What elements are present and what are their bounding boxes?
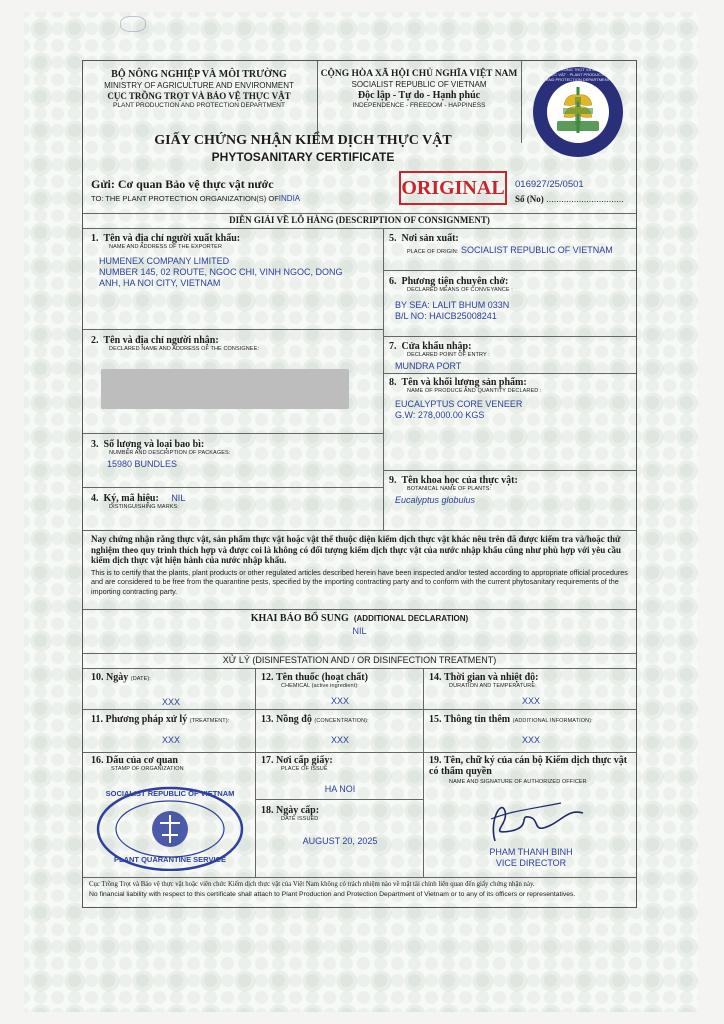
field-7-label-en: DECLARED POINT OF ENTRY : (407, 352, 490, 358)
field-5-number: 5. (389, 233, 397, 244)
footer-vn: Cục Trồng Trọt và Bảo vệ thực vật hoặc viên chức Kiểm dịch thực vật của Việt Nam không có trách nhiệm nào về mặt tài chính liên quan đến giấy chứng nhận này. (89, 881, 535, 888)
field-entry-point (389, 341, 633, 371)
stamp-text-bottom: PLANT QUARANTINE SERVICE (114, 855, 226, 864)
field-conveyance (389, 276, 633, 322)
field-14-label-vn: Thời gian và nhiệt độ: (444, 672, 539, 683)
field-duration (429, 672, 633, 706)
additional-value: NIL (352, 626, 367, 636)
field-1-number: 1. (91, 233, 99, 244)
department-en: PLANT PRODUCTION AND PROTECTION DEPARTMENT (113, 102, 285, 109)
field-6-number: 6. (389, 276, 397, 287)
phytosanitary-certificate (82, 60, 637, 908)
field-13-label-en: (CONCENTRATION): (314, 718, 369, 724)
field-4-number: 4. (91, 493, 99, 504)
addressee-label-en: TO: THE PLANT PROTECTION ORGANIZATION(S) OF (91, 194, 279, 203)
field-3-label-vn: Số lượng và loại bao bì: (103, 439, 205, 450)
field-place-of-issue (261, 755, 419, 794)
field-12-label-en: CHEMICAL (active ingredient): (281, 683, 359, 689)
title-block (83, 133, 523, 164)
field-19-number: 19. (429, 755, 442, 766)
field-9-label-en: BOTANICAL NAME OF PLANTS: (407, 486, 492, 492)
field-18-number: 18. (261, 805, 274, 816)
ministry-vn: BỘ NÔNG NGHIỆP VÀ MÔI TRƯỜNG (111, 69, 287, 80)
officer-name: PHAM THANH BINH (489, 847, 573, 857)
field-5-label-vn: Nơi sản xuất: (401, 233, 459, 244)
field-11-label-vn: Phương pháp xử lý (105, 714, 188, 725)
additional-heading-vn: KHAI BÁO BỔ SUNG (250, 613, 349, 624)
entry-point-value: MUNDRA PORT (395, 361, 462, 371)
field-19-label-vn: Tên, chữ ký của cán bộ Kiểm dịch thực vật có thẩm quyền (429, 755, 628, 777)
cert-number-label: Số (No) (515, 194, 544, 204)
logo-text: CỤC TRỒNG TRỌT VÀ BẢO VỆ THỰC VẬT · PLANT PRODUCTION AND PROTECTION DEPARTMENT (545, 67, 611, 82)
botanical-name-value: Eucalyptus globulus (395, 495, 476, 505)
field-10-label-en: (DATE): (130, 676, 151, 682)
cert-number-dots: ............................... (546, 194, 624, 204)
field-3-label-en: NUMBER AND DESCRIPTION OF PACKAGES: (109, 450, 231, 456)
field-date-issued (261, 805, 419, 846)
duration-value: XXX (521, 696, 540, 706)
original-stamp: ORIGINAL (399, 171, 507, 205)
title-en: PHYTOSANITARY CERTIFICATE (211, 150, 395, 164)
cert-number-value: 016927/25/0501 (515, 179, 584, 190)
department-vn: CỤC TRỒNG TRỌT VÀ BẢO VỆ THỰC VẬT (107, 91, 291, 101)
officer-block (429, 847, 633, 869)
field-13-label-vn: Nồng độ (276, 714, 312, 725)
field-produce (389, 377, 633, 421)
republic-vn: CỘNG HÒA XÃ HỘI CHỦ NGHĨA VIỆT NAM (320, 69, 518, 79)
field-12-number: 12. (261, 672, 274, 683)
conveyance-bl-number: B/L NO: HAICB25008241 (395, 311, 497, 321)
field-2-label-en: DECLARED NAME AND ADDRESS OF THE CONSIGNEE: (109, 346, 259, 352)
field-9-number: 9. (389, 475, 397, 486)
certify-en: This is to certify that the plants, plant products or other regulated articles described herein have been inspected and/or tested according to appropriate official procedures and are considered to be free from the quarantine pests, specified by the importing contracting party and to conform with the current phytosanitary requirements of the importing contracting party. (91, 567, 628, 596)
certification-statement (91, 534, 631, 596)
field-1-label-en: NAME AND ADDRESS OF THE EXPORTER (109, 244, 223, 250)
field-15-label-vn: Thông tin thêm (444, 714, 511, 725)
marks-value: NIL (171, 493, 186, 503)
field-13-number: 13. (261, 714, 274, 725)
treatment-heading: XỬ LÝ (DISINFESTATION AND / OR DISINFECTION TREATMENT) (222, 655, 497, 665)
field-12-label-vn: Tên thuốc (hoạt chất) (276, 672, 368, 683)
field-2-number: 2. (91, 335, 99, 346)
field-10-number: 10. (91, 672, 104, 683)
field-16-label-en: STAMP OF ORGANIZATION (111, 766, 184, 772)
field-stamp (91, 755, 251, 772)
packages-value: 15980 BUNDLES (107, 459, 178, 469)
origin-value: SOCIALIST REPUBLIC OF VIETNAM (460, 245, 613, 255)
field-18-label-vn: Ngày cấp: (276, 805, 320, 816)
field-8-number: 8. (389, 377, 397, 388)
field-17-number: 17. (261, 755, 274, 766)
field-4-label-vn: Ký, mã hiệu: (103, 493, 159, 504)
field-15-number: 15. (429, 714, 442, 725)
field-19-label-en: NAME AND SIGNATURE OF AUTHORIZED OFFICER (449, 779, 587, 785)
title-vn: GIẤY CHỨNG NHẬN KIỂM DỊCH THỰC VẬT (154, 133, 452, 148)
liability-footer (89, 880, 633, 899)
ministry-en: MINISTRY OF AGRICULTURE AND ENVIRONMENT (104, 81, 294, 90)
field-9-label-vn: Tên khoa học của thực vật: (401, 475, 518, 486)
treatment-method-value: XXX (161, 735, 180, 745)
field-chemical (261, 672, 419, 706)
field-additional-info (429, 714, 633, 745)
field-6-label-vn: Phương tiện chuyên chở: (401, 276, 509, 287)
footer-en: No financial liability with respect to this certificate shall attach to Plant Production and Protection Department of Vietnam or to any of its officers or representatives. (89, 890, 576, 898)
consignee-redaction (101, 369, 349, 409)
chemical-value: XXX (330, 696, 349, 706)
stamp-text-top: SOCIALIST REPUBLIC OF VIETNAM (105, 789, 235, 798)
field-5-label-en: PLACE OF ORIGIN: (407, 249, 459, 255)
certify-vn: Nay chứng nhận rằng thực vật, sản phẩm thực vật hoặc vật thể thuộc diện kiểm dịch thực vật khác nêu trên đã được kiểm tra và/hoặc thử nghiệm theo quy trình thích hợp và được coi là không có đối tượng kiểm dịch thực vật của nước nhập khẩu cũng như phù hợp với yêu cầu kiểm dịch thực vật hiện hành của nước nhập khẩu. (91, 534, 622, 565)
treatment-date-value: XXX (161, 697, 180, 707)
field-6-label-en: DECLARED MEANS OF CONVEYANCE : (407, 287, 513, 293)
additional-declaration (83, 613, 636, 636)
field-botanical-name (389, 475, 633, 505)
scribble-mark (120, 16, 146, 32)
field-11-label-en: (TREATMENT): (189, 718, 230, 724)
field-18-label-en: DATE ISSUED (281, 816, 319, 822)
field-15-label-en: (ADDITIONAL INFORMATION): (512, 718, 593, 724)
certificate-number (515, 179, 633, 204)
addressee-label-vn: Gửi: Cơ quan Bảo vệ thực vật nước (91, 177, 274, 191)
consignment-heading: DIỄN GIẢI VỀ LÔ HÀNG (DESCRIPTION OF CONSIGNMENT) (229, 215, 490, 225)
republic-block (319, 69, 519, 109)
field-16-label-vn: Dấu của cơ quan (106, 755, 178, 766)
field-origin (389, 233, 633, 255)
field-2-label-vn: Tên và địa chỉ người nhận: (103, 335, 219, 346)
field-14-label-en: DURATION AND TEMPERATURE: (449, 683, 537, 689)
addressee (91, 177, 401, 203)
field-exporter (91, 233, 377, 289)
field-1-label-vn: Tên và địa chỉ người xuất khẩu: (103, 233, 241, 244)
officer-signature (471, 791, 601, 847)
field-11-number: 11. (91, 714, 103, 725)
exporter-address-2: ANH, HA NOI CITY, VIETNAM (99, 278, 221, 288)
field-17-label-en: PLACE OF ISSUE (281, 766, 328, 772)
produce-name: EUCALYPTUS CORE VENEER (395, 399, 523, 409)
field-14-number: 14. (429, 672, 442, 683)
field-8-label-en: NAME OF PRODUCE AND QUANTITY DECLARED : (407, 388, 542, 394)
produce-gross-weight: G.W: 278,000.00 KGS (395, 410, 485, 420)
field-marks (91, 493, 377, 510)
officer-title: VICE DIRECTOR (495, 858, 567, 868)
field-4-label-en: DISTINGUISHING MARKS: (109, 504, 179, 510)
field-8-label-vn: Tên và khối lượng sản phẩm: (401, 377, 527, 388)
field-authorized-officer (429, 755, 633, 785)
field-3-number: 3. (91, 439, 99, 450)
exporter-name: HUMENEX COMPANY LIMITED (99, 256, 230, 266)
addressee-value: INDIA (278, 194, 301, 203)
ministry-block (83, 69, 315, 109)
date-issued-value: AUGUST 20, 2025 (302, 836, 378, 846)
field-16-number: 16. (91, 755, 104, 766)
republic-en: SOCIALIST REPUBLIC OF VIETNAM (351, 80, 487, 89)
field-treatment-method (91, 714, 251, 745)
field-17-label-vn: Nơi cấp giấy: (276, 755, 333, 766)
field-7-label-vn: Cửa khẩu nhập: (401, 341, 472, 352)
field-packages (91, 439, 377, 469)
field-consignee (91, 335, 377, 352)
motto-en: INDEPENDENCE - FREEDOM - HAPPINESS (352, 102, 486, 109)
place-of-issue-value: HA NOI (324, 784, 356, 794)
motto-vn: Độc lập - Tự do - Hạnh phúc (357, 90, 481, 101)
field-10-label-vn: Ngày (106, 672, 129, 683)
additional-info-value: XXX (521, 735, 540, 745)
conveyance-vessel: BY SEA: LALIT BHUM 033N (395, 300, 510, 310)
additional-heading-en: (ADDITIONAL DECLARATION) (353, 614, 469, 623)
field-concentration (261, 714, 419, 745)
exporter-address-1: NUMBER 145, 02 ROUTE, NGOC CHI, VINH NGOC, DONG (99, 267, 343, 277)
field-7-number: 7. (389, 341, 397, 352)
concentration-value: XXX (330, 735, 349, 745)
field-treatment-date (91, 672, 251, 707)
